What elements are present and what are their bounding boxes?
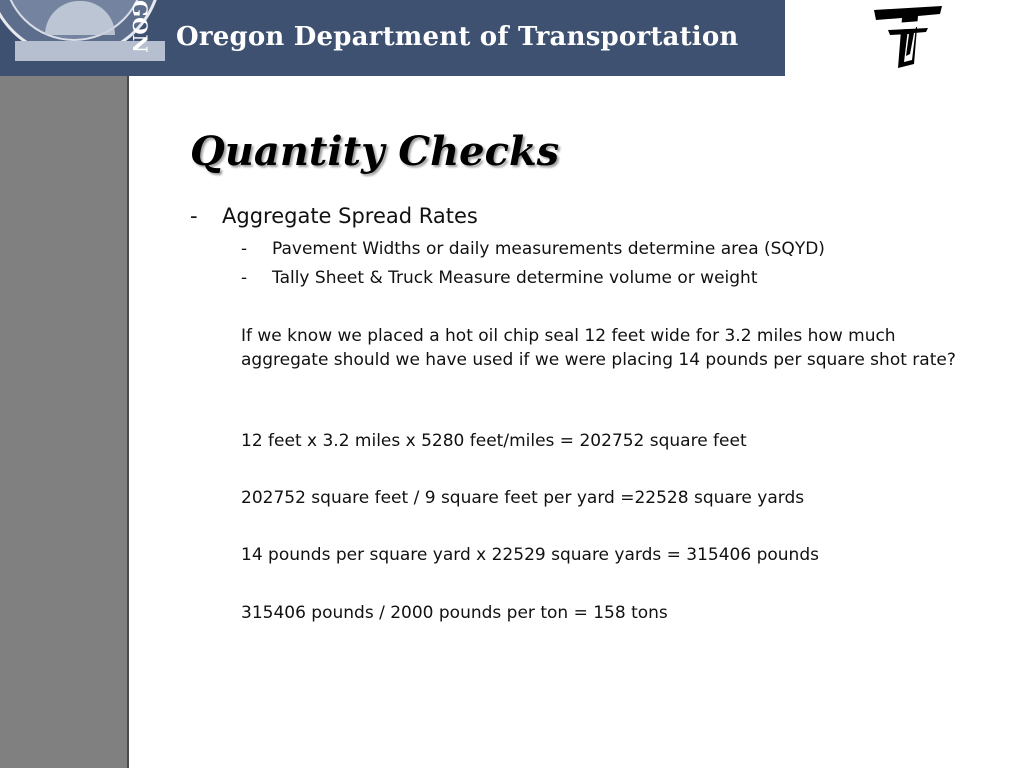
slide-title: Quantity Checks <box>190 128 560 175</box>
question-paragraph: If we know we placed a hot oil chip seal 12 feet wide for 3.2 miles how much aggregate should we have used if we were placing 14 pounds per square shot rate? <box>241 326 956 370</box>
bullet-text: Aggregate Spread Rates <box>222 204 478 228</box>
odot-logo-icon <box>868 4 948 70</box>
sub-bullet-text: Tally Sheet & Truck Measure determine volume or weight <box>272 268 758 288</box>
agency-title: Oregon Department of Transportation <box>176 22 739 52</box>
sub-bullet-dash: - <box>241 268 248 288</box>
seal-lettering: GON <box>128 0 152 53</box>
calculation-line: 202752 square feet / 9 square feet per yard =22528 square yards <box>241 488 805 508</box>
calculation-line: 315406 pounds / 2000 pounds per ton = 158 tons <box>241 603 668 623</box>
sub-bullet-text: Pavement Widths or daily measurements determine area (SQYD) <box>272 239 825 259</box>
sub-bullet-dash: - <box>241 239 248 259</box>
sub-bullet-item <box>241 239 825 259</box>
bullet-item <box>190 204 478 228</box>
calculation-line: 14 pounds per square yard x 22529 square yards = 315406 pounds <box>241 545 819 565</box>
header-banner <box>0 0 785 76</box>
sub-bullet-item <box>241 268 758 288</box>
calculation-line: 12 feet x 3.2 miles x 5280 feet/miles = 202752 square feet <box>241 431 747 451</box>
bullet-dash: - <box>190 204 198 228</box>
left-sidebar-bar <box>0 76 129 768</box>
